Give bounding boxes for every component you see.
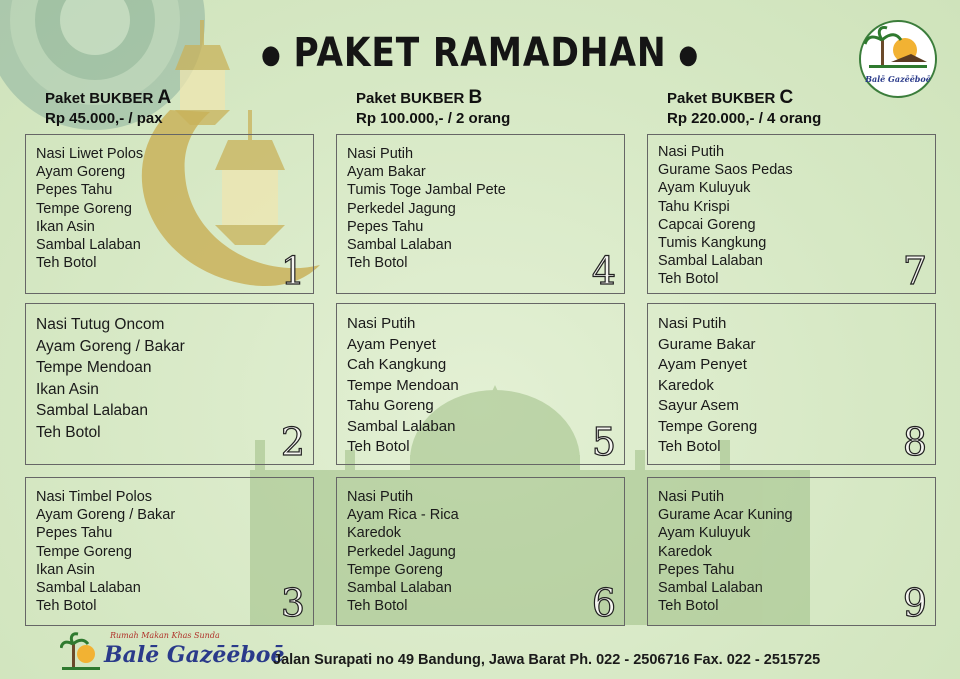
menu-item: Teh Botol	[658, 438, 721, 455]
menu-box-3	[25, 477, 314, 626]
menu-number: 5	[591, 420, 616, 464]
menu-list	[36, 314, 185, 443]
menu-box-2	[25, 303, 314, 465]
menu-item: Teh Botol	[36, 423, 101, 441]
menu-item: Ikan Asin	[36, 380, 99, 398]
menu-box-1	[25, 134, 314, 294]
menu-list	[347, 145, 506, 272]
menu-number: 2	[280, 420, 305, 464]
menu-list	[658, 314, 757, 458]
menu-item: Sambal Lalaban	[36, 580, 141, 597]
page-title: ● PAKET RAMADHAN ●	[261, 30, 699, 76]
menu-item: Ayam Kuluyuk	[658, 180, 751, 197]
menu-item: Sambal Lalaban	[658, 253, 763, 270]
menu-item: Pepes Tahu	[36, 182, 113, 199]
footer-tagline: Rumah Makan Khas Sunda	[110, 631, 220, 640]
menu-item: Teh Botol	[658, 271, 719, 288]
footer-brand-name: Balē Gazēēboē	[104, 642, 285, 668]
menu-item: Karedok	[658, 543, 713, 560]
menu-list	[347, 488, 459, 615]
menu-item: Teh Botol	[658, 598, 719, 615]
menu-item: Sambal Lalaban	[36, 237, 141, 254]
menu-box-8	[647, 303, 936, 465]
menu-item: Sayur Asem	[658, 397, 739, 414]
footer	[0, 628, 960, 679]
footer-contact: Jalan Surapati no 49 Bandung, Jawa Barat Ph. 022 - 2506716 Fax. 022 - 2515725	[273, 652, 821, 668]
package-header-b: Paket BUKBER B Rp 100.000,- / 2 orang	[356, 87, 511, 127]
menu-item: Teh Botol	[347, 438, 410, 455]
menu-item: Ayam Goreng / Bakar	[36, 507, 176, 524]
menu-item: Cah Kangkung	[347, 356, 447, 373]
menu-item: Sambal Lalaban	[658, 580, 763, 597]
palm-tree-icon	[861, 22, 935, 72]
menu-item: Teh Botol	[36, 255, 97, 272]
menu-item: Tempe Goreng	[36, 200, 132, 217]
menu-list	[347, 314, 459, 458]
menu-number: 1	[280, 249, 305, 293]
menu-item: Ikan Asin	[36, 561, 95, 578]
menu-item: Karedok	[347, 525, 402, 542]
brand-logo	[859, 20, 937, 98]
logo-brand-name: Balē Gazēēboē	[865, 74, 931, 84]
menu-item: Tempe Goreng	[658, 417, 758, 435]
menu-item: Sambal Lalaban	[36, 402, 149, 419]
menu-number: 8	[902, 420, 927, 464]
menu-item: Pepes Tahu	[36, 525, 113, 542]
menu-item: Tumis Kangkung	[658, 235, 767, 252]
menu-item: Nasi Putih	[347, 489, 414, 505]
menu-item: Teh Botol	[36, 598, 97, 615]
menu-item: Karedok	[658, 376, 714, 394]
menu-item: Nasi Putih	[658, 489, 725, 505]
menu-box-7	[647, 134, 936, 294]
menu-item: Nasi Putih	[658, 144, 725, 160]
menu-item: Teh Botol	[347, 255, 408, 272]
menu-box-4	[336, 134, 625, 294]
menu-list	[658, 143, 793, 289]
menu-item: Nasi Timbel Polos	[36, 489, 153, 505]
menu-item: Tempe Goreng	[36, 543, 132, 560]
menu-item: Perkedel Jagung	[347, 200, 456, 217]
menu-number: 6	[591, 581, 616, 625]
menu-item: Perkedel Jagung	[347, 543, 456, 560]
menu-number: 9	[902, 581, 927, 625]
package-header-a: Paket BUKBER A Rp 45.000,- / pax	[45, 87, 172, 127]
menu-item: Ayam Goreng	[36, 164, 126, 181]
menu-item: Gurame Bakar	[658, 335, 756, 353]
menu-item: Ayam Penyet	[347, 335, 436, 353]
menu-number: 7	[902, 249, 927, 293]
menu-item: Ayam Bakar	[347, 164, 426, 181]
menu-item: Nasi Putih	[347, 315, 416, 332]
menu-item: Tempe Goreng	[347, 561, 443, 578]
menu-item: Gurame Saos Pedas	[658, 162, 793, 179]
package-header-c: Paket BUKBER C Rp 220.000,- / 4 orang	[667, 87, 822, 127]
menu-list	[36, 488, 175, 615]
menu-item: Tumis Toge Jambal Pete	[347, 182, 506, 199]
menu-item: Tahu Goreng	[347, 397, 434, 414]
menu-item: Sambal Lalaban	[347, 237, 452, 254]
menu-number: 4	[591, 249, 616, 293]
menu-item: Pepes Tahu	[347, 218, 424, 235]
menu-item: Ayam Rica - Rica	[347, 507, 459, 524]
menu-item: Tempe Mendoan	[347, 376, 459, 394]
menu-list	[658, 488, 793, 615]
menu-item: Ayam Penyet	[658, 356, 747, 373]
menu-list	[36, 145, 143, 272]
menu-item: Ikan Asin	[36, 218, 95, 235]
menu-item: Sambal Lalaban	[347, 417, 456, 435]
menu-item: Teh Botol	[347, 598, 408, 615]
menu-item: Tempe Mendoan	[36, 359, 152, 376]
menu-item: Sambal Lalaban	[347, 580, 452, 597]
menu-item: Nasi Liwet Polos	[36, 146, 144, 162]
menu-item: Nasi Putih	[658, 315, 727, 332]
menu-number: 3	[280, 581, 305, 625]
menu-item: Pepes Tahu	[658, 561, 735, 578]
footer-palm-logo-icon	[60, 632, 102, 672]
menu-item: Gurame Acar Kuning	[658, 507, 793, 524]
menu-item: Nasi Putih	[347, 146, 414, 162]
menu-box-5	[336, 303, 625, 465]
menu-box-9	[647, 477, 936, 626]
menu-item: Capcai Goreng	[658, 216, 756, 233]
menu-item: Ayam Kuluyuk	[658, 525, 751, 542]
menu-item: Ayam Goreng / Bakar	[36, 337, 185, 355]
menu-box-6	[336, 477, 625, 626]
menu-item: Tahu Krispi	[658, 198, 730, 215]
menu-item: Nasi Tutug Oncom	[36, 316, 165, 333]
